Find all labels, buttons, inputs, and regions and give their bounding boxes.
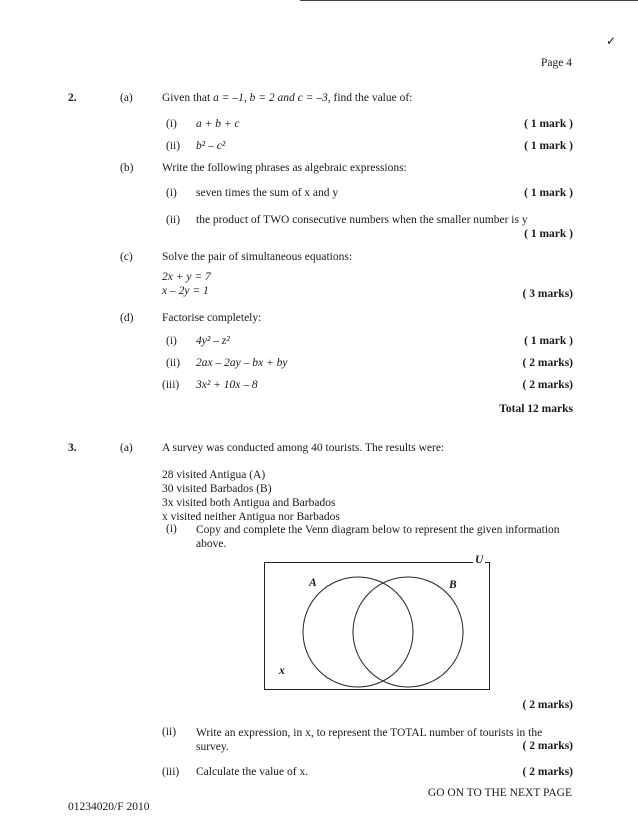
q3a-ii-mark: ( 2 marks) [522,740,573,752]
q2c-stem: Solve the pair of simultaneous equations: [162,251,353,263]
q3a-stem: A survey was conducted among 40 tourists. The results were: [162,442,445,454]
q2a-label: (a) [120,92,133,104]
q2b-stem: Write the following phrases as algebraic expressions: [162,162,407,174]
q2c-equation-1: 2x + y = 7 [162,271,211,283]
top-rule [300,0,638,1]
q2c-mark: ( 3 marks) [522,288,573,300]
q3a-iii-text: Calculate the value of x. [196,766,309,778]
check-mark-icon: ✓ [605,34,616,48]
set-b-circle [353,577,463,687]
q2b-i-label: (i) [166,187,177,199]
q2d-iii-mark: ( 2 marks) [522,379,573,391]
q2b-ii-mark: ( 1 mark ) [524,228,573,240]
q3a-result-1: 28 visited Antigua (A) [162,469,266,481]
q2-total-marks: Total 12 marks [499,403,573,415]
q2a-ii-label: (ii) [166,140,181,152]
q2d-i-mark: ( 1 mark ) [524,335,573,347]
q2d-ii-expr: 2ax – 2ay – bx + by [196,357,288,369]
q3a-iii-mark: ( 2 marks) [522,766,573,778]
q3a-ii-label: (ii) [162,726,177,738]
question-number-2: 2. [68,92,77,104]
q2a-ii-mark: ( 1 mark ) [524,140,573,152]
q3a-iii-label: (iii) [162,766,180,778]
q2a-i-label: (i) [166,118,177,130]
footer-paper-code: 01234020/F 2010 [68,801,150,813]
question-number-3: 3. [68,442,77,454]
q3a-result-2: 30 visited Barbados (B) [162,483,272,495]
venn-universal-label: U [475,554,484,566]
q3a-i-label: (i) [166,523,177,535]
venn-outside-label: x [279,665,285,677]
venn-set-b-label: B [449,579,457,591]
q2a-i-mark: ( 1 mark ) [524,118,573,130]
page-number: Page 4 [541,57,572,69]
set-a-circle [303,577,413,687]
q2b-i-mark: ( 1 mark ) [524,187,573,199]
q3a-i-mark: ( 2 marks) [522,699,573,711]
q3a-ii-text: Write an expression, in x, to represent the TOTAL number of tourists in the survey. [196,727,543,753]
q3a-result-4: x visited neither Antigua nor Barbados [162,511,340,523]
venn-diagram [264,554,490,690]
q2d-ii-label: (ii) [166,357,181,369]
q2c-equation-2: x – 2y = 1 [162,285,209,297]
footer-next-page: GO ON TO THE NEXT PAGE [427,787,572,799]
q3a-i-text: Copy and complete the Venn diagram below to represent the given information above. [196,524,560,550]
q2d-iii-label: (iii) [162,379,180,391]
q2b-ii-label: (ii) [166,214,181,226]
q2d-ii-mark: ( 2 marks) [522,357,573,369]
q2d-label: (d) [120,312,134,324]
q2d-i-expr: 4y² – z² [196,335,230,347]
q2b-label: (b) [120,162,134,174]
venn-diagram-svg [265,563,491,691]
q2d-iii-expr: 3x² + 10x – 8 [196,379,258,391]
q2a-stem: Given that a = –1, b = 2 and c = –3, find the value of: [162,92,413,104]
q3a-result-3: 3x visited both Antigua and Barbados [162,497,336,509]
q2d-i-label: (i) [166,335,177,347]
q2a-ii-expr: b² – c² [196,140,226,152]
q2b-i-text: seven times the sum of x and y [196,187,339,199]
q2a-i-expr: a + b + c [196,118,240,130]
q2b-ii-text: the product of TWO consecutive numbers when the smaller number is y [196,214,528,226]
q2c-label: (c) [120,251,133,263]
venn-set-a-label: A [309,577,317,589]
q3a-label: (a) [120,442,133,454]
q2d-stem: Factorise completely: [162,312,262,324]
